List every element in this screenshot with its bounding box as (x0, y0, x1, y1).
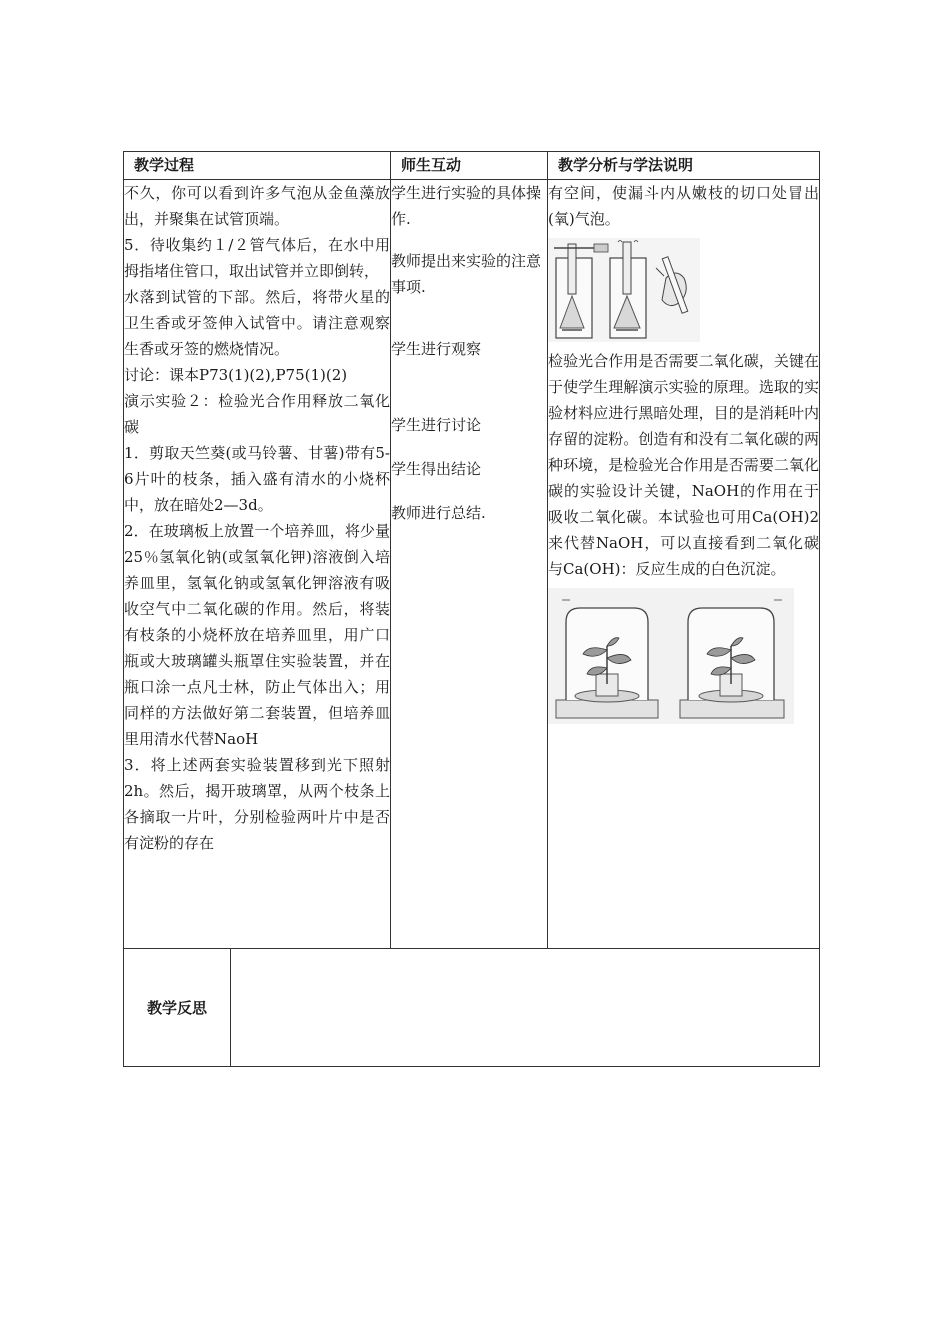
interaction-item: 学生得出结论 (391, 460, 482, 478)
content-row (124, 180, 820, 949)
reflection-content (231, 949, 820, 1067)
interaction-item: 学生进行实验的具体操作. (391, 184, 542, 228)
process-paragraph: 1．剪取天竺葵(或马铃薯、甘薯)带有5-6片叶的枝条，插入盛有清水的小烧杯中，放在暗处2—3d。 (124, 444, 391, 514)
process-paragraph: 不久，你可以看到许多气泡从金鱼藻放出，并聚集在试管顶端。 (124, 184, 391, 228)
header-interaction: 师生互动 (391, 152, 548, 180)
process-paragraph: 5．待收集约１/２管气体后，在水中用拇指堵住管口，取出试管并立即倒转， (124, 236, 391, 280)
analysis-top-text: 有空间，使漏斗内从嫩枝的切口处冒出(氧)气泡。 (548, 184, 820, 228)
process-cell (124, 180, 391, 949)
interaction-item: 学生进行观察 (391, 340, 482, 358)
process-paragraph: 3．将上述两套实验装置移到光下照射2h。然后，揭开玻璃罩，从两个枝条上各摘取一片叶，分别检验两叶片中是否有淀粉的存在 (124, 756, 391, 852)
funnel-experiment-illustration (548, 238, 700, 342)
reflection-label: 教学反思 (124, 949, 231, 1067)
process-paragraph: 讨论：课本P73(1)(2),P75(1)(2) (124, 366, 348, 384)
bell-jar-experiment-illustration (548, 588, 794, 724)
interaction-item: 教师进行总结. (391, 504, 486, 522)
header-row (124, 152, 820, 180)
lesson-table (123, 151, 820, 1067)
interaction-item: 学生进行讨论 (391, 416, 482, 434)
header-analysis: 教学分析与学法说明 (548, 152, 820, 180)
process-paragraph: 水落到试管的下部。然后，将带火星的卫生香或牙签伸入试管中。请注意观察生香或牙签的燃烧情况。 (124, 288, 391, 358)
interaction-item: 教师提出来实验的注意事项. (391, 252, 542, 296)
analysis-cell (548, 180, 820, 949)
analysis-bottom-text: 检验光合作用是否需要二氧化碳，关键在于使学生理解演示实验的原理。选取的实验材料应进行黑暗处理，目的是消耗叶内存留的淀粉。创造有和没有二氧化碳的两种环境，是检验光合作用是否需要二氧化碳的实验设计关键，NaOH的作用在于吸收二氧化碳。本试验也可用Ca(OH)2来代替NaOH，可以直接看到二氧化碳与Ca(OH)：反应生成的白色沉淀。 (548, 352, 820, 578)
interaction-cell (391, 180, 548, 949)
process-paragraph: 演示实验２：检验光合作用释放二氧化碳 (124, 392, 391, 436)
process-paragraph: 2．在玻璃板上放置一个培养皿，将少量25％氢氧化钠(或氢氧化钾)溶液倒入培养皿里，氢氧化钠或氢氧化钾溶液有吸收空气中二氧化碳的作用。然后，将装有枝条的小烧杯放在培养皿里，用广口瓶或大玻璃罐头瓶罩住实验装置，并在瓶口涂一点凡士林，防止气体出入；用同样的方法做好第二套装置，但培养皿里用清水代替NaoH (124, 522, 391, 748)
reflection-row (124, 949, 820, 1067)
header-process: 教学过程 (124, 152, 391, 180)
